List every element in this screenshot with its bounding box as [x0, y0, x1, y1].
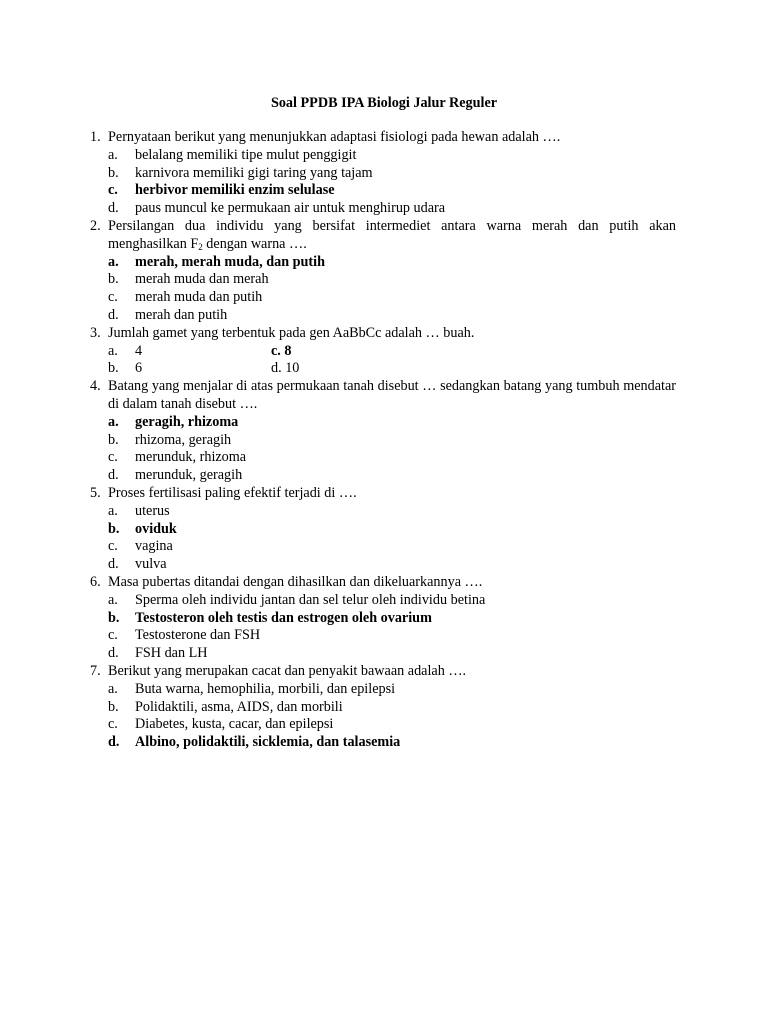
- option-a-answer: [108, 254, 676, 272]
- option-letter: b.: [108, 360, 119, 377]
- option-text: Buta warna, hemophilia, morbili, dan epilepsi: [135, 680, 396, 697]
- option-letter: a.: [108, 502, 118, 519]
- option-text: Testosteron oleh testis dan estrogen oleh ovarium: [135, 609, 432, 626]
- option-letter: c.: [108, 627, 118, 644]
- option-text: merah dan putih: [135, 306, 228, 323]
- option-c-answer: [108, 182, 676, 200]
- question-number: 1.: [90, 129, 101, 145]
- option-letter: a.: [108, 253, 119, 270]
- option-letter: c.: [108, 449, 118, 466]
- question-number: 2.: [90, 217, 101, 234]
- option-list: [108, 147, 676, 218]
- option-b-answer: [108, 610, 676, 628]
- option-letter: b.: [108, 431, 119, 448]
- option-letter: a.: [108, 680, 118, 697]
- question-list: [90, 129, 676, 752]
- option-letter: a.: [108, 342, 118, 359]
- option-a: [108, 343, 271, 361]
- question-text-part: dengan warna ….: [202, 235, 307, 252]
- option-text: Polidaktili, asma, AIDS, dan morbili: [135, 698, 343, 715]
- option-letter: d.: [108, 645, 119, 662]
- option-text: karnivora memiliki gigi taring yang tajam: [135, 164, 373, 181]
- question-5: [90, 485, 676, 574]
- option-a: [108, 592, 676, 610]
- option-text: Diabetes, kusta, cacar, dan epilepsi: [135, 716, 334, 733]
- option-text: merah, merah muda, dan putih: [135, 253, 325, 270]
- question-number: 6.: [90, 573, 101, 590]
- question-text: Masa pubertas ditandai dengan dihasilkan dan dikeluarkannya ….: [108, 573, 483, 590]
- option-text: Albino, polidaktili, sicklemia, dan talasemia: [135, 734, 401, 751]
- option-c: [108, 627, 676, 645]
- option-d: [108, 556, 676, 574]
- option-text: merah muda dan putih: [135, 289, 263, 306]
- option-text: herbivor memiliki enzim selulase: [135, 182, 335, 199]
- option-text: rhizoma, geragih: [135, 431, 232, 448]
- option-text: merunduk, geragih: [135, 467, 243, 484]
- option-a-answer: [108, 414, 676, 432]
- option-list: [108, 503, 676, 574]
- option-b: [108, 271, 676, 289]
- subscript: 2: [198, 241, 203, 252]
- option-text: oviduk: [135, 520, 177, 537]
- question-3: [90, 325, 676, 378]
- option-text: FSH dan LH: [135, 645, 208, 662]
- option-d: [108, 645, 676, 663]
- question-4: [90, 378, 676, 485]
- question-7: [90, 663, 676, 752]
- option-c: [108, 449, 676, 467]
- option-letter: c.: [108, 289, 118, 306]
- question-number: 5.: [90, 484, 101, 501]
- option-d-answer: [108, 734, 676, 752]
- option-text: merunduk, rhizoma: [135, 449, 247, 466]
- option-letter: d.: [108, 306, 119, 323]
- option-letter: c.: [108, 716, 118, 733]
- option-row: [108, 360, 676, 378]
- question-text: [108, 218, 676, 254]
- option-c: [108, 538, 676, 556]
- option-row: [108, 343, 676, 361]
- option-d: [108, 467, 676, 485]
- option-text: paus muncul ke permukaan air untuk menghirup udara: [135, 200, 446, 217]
- option-c: [108, 716, 676, 734]
- option-b: [108, 432, 676, 450]
- option-a: [108, 147, 676, 165]
- option-a: [108, 681, 676, 699]
- question-text: Batang yang menjalar di atas permukaan tanah disebut … sedangkan batang yang tumbuh mendatar di dalam tanah disebut ….: [108, 378, 676, 412]
- option-b-answer: [108, 521, 676, 539]
- question-text: Pernyataan berikut yang menunjukkan adaptasi fisiologi pada hewan adalah ….: [108, 129, 561, 145]
- option-text: 4: [135, 342, 143, 359]
- question-text: Berikut yang merupakan cacat dan penyakit bawaan adalah ….: [108, 662, 467, 679]
- question-1: [90, 129, 676, 218]
- option-a: [108, 503, 676, 521]
- option-text: vulva: [135, 556, 167, 573]
- question-text: Proses fertilisasi paling efektif terjadi di ….: [108, 484, 357, 501]
- option-letter: b.: [108, 698, 119, 715]
- option-text: merah muda dan merah: [135, 271, 269, 288]
- option-c: [108, 289, 676, 307]
- option-letter: a.: [108, 146, 118, 163]
- option-letter: c.: [108, 538, 118, 555]
- question-number: 7.: [90, 662, 101, 679]
- option-text: Testosterone dan FSH: [135, 627, 261, 644]
- option-text: Sperma oleh individu jantan dan sel telur oleh individu betina: [135, 591, 486, 608]
- option-text: 6: [135, 360, 143, 377]
- option-text: vagina: [135, 538, 173, 555]
- question-text: Jumlah gamet yang terbentuk pada gen AaBbCc adalah … buah.: [108, 324, 475, 341]
- question-6: [90, 574, 676, 663]
- option-text: uterus: [135, 502, 170, 519]
- option-list: [108, 681, 676, 752]
- option-letter: b.: [108, 271, 119, 288]
- option-text: belalang memiliki tipe mulut penggigit: [135, 146, 357, 163]
- option-c-answer: c. 8: [271, 342, 292, 359]
- option-d: [108, 307, 676, 325]
- option-letter: d.: [108, 556, 119, 573]
- option-letter: d.: [108, 734, 120, 751]
- option-list: [108, 254, 676, 325]
- option-letter: a.: [108, 413, 119, 430]
- question-text-part: Persilangan dua individu yang bersifat intermediet antara warna merah dan putih akan menghasilkan F: [108, 217, 676, 252]
- option-b: [108, 165, 676, 183]
- option-letter: c.: [108, 182, 118, 199]
- option-text: geragih, rhizoma: [135, 413, 239, 430]
- option-letter: d.: [108, 467, 119, 484]
- option-letter: a.: [108, 591, 118, 608]
- question-number: 3.: [90, 324, 101, 341]
- option-letter: b.: [108, 609, 120, 626]
- option-letter: b.: [108, 164, 119, 181]
- option-b: [108, 699, 676, 717]
- question-number: 4.: [90, 378, 101, 395]
- document-title: Soal PPDB IPA Biologi Jalur Reguler: [270, 95, 498, 111]
- option-d: [108, 200, 676, 218]
- option-list: [108, 343, 676, 379]
- option-letter: b.: [108, 520, 120, 537]
- option-b: [108, 360, 271, 378]
- option-d: d. 10: [271, 360, 300, 377]
- option-list: [108, 414, 676, 485]
- question-2: [90, 218, 676, 325]
- option-list: [108, 592, 676, 663]
- option-letter: d.: [108, 200, 119, 217]
